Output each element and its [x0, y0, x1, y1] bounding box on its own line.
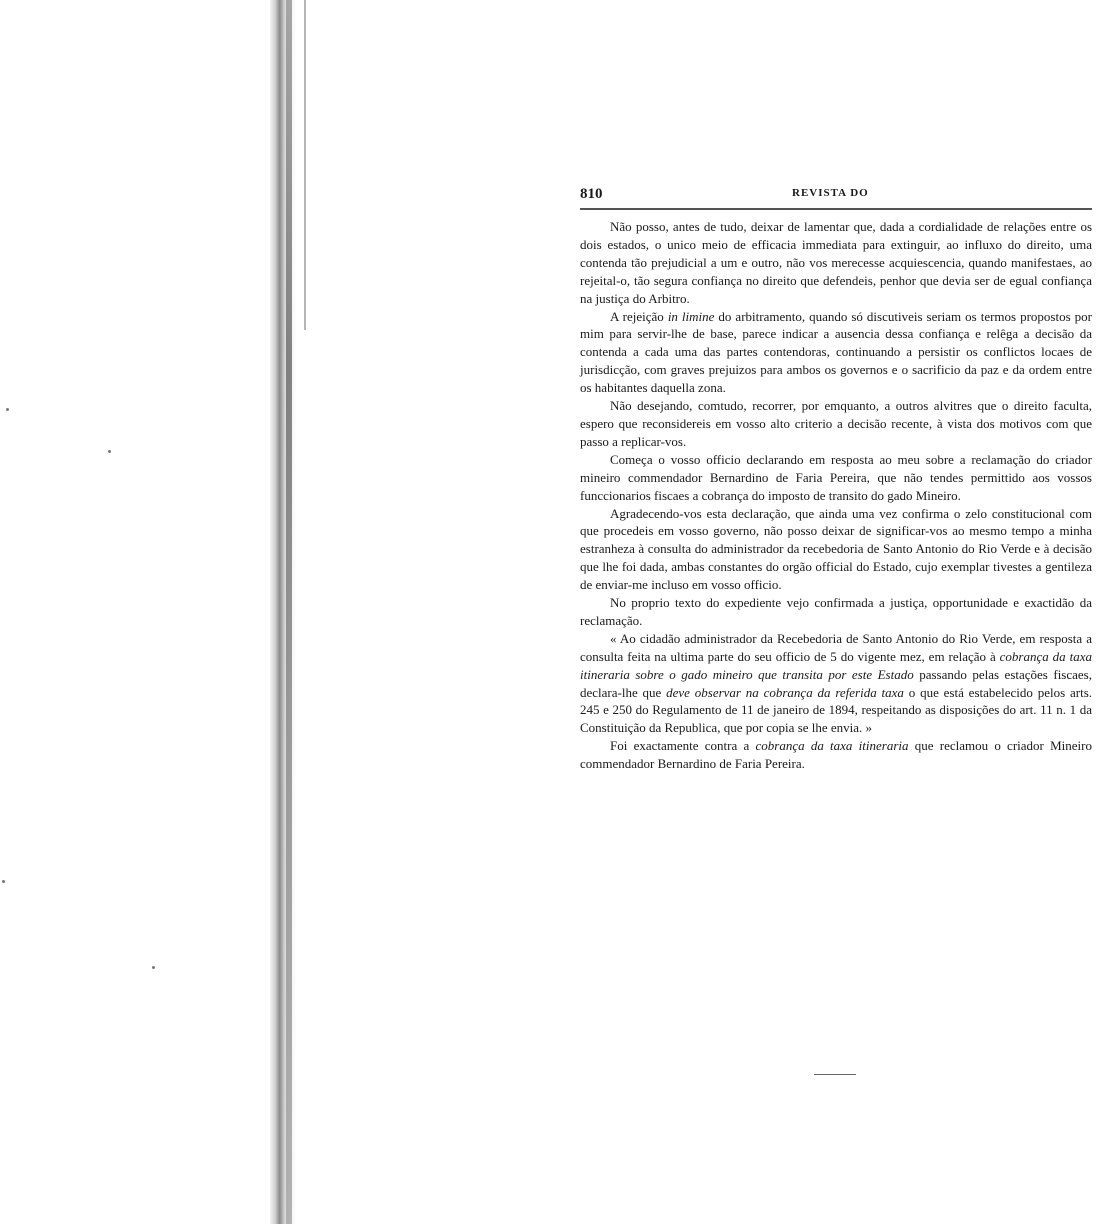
paragraph: Não posso, antes de tudo, deixar de lamentar que, dada a cordialidade de relações entre os dois estados, o unico meio de efficacia immediata para extinguir, ao influxo do direito, uma contenda tão prejudicial a um e outro, não vos merecesse acquiescencia, quando manifestaes, ao rejeital-o, tão segura confiança no direito que defendeis, penhor que devia ser de egual confiança na justiça do Arbitro. [580, 219, 1092, 306]
paragraph [580, 308, 1092, 398]
book-gutter-shadow [270, 0, 314, 1224]
body-text [580, 218, 1092, 773]
running-head [580, 186, 1092, 206]
paper-speck [6, 408, 9, 411]
paper-speck [2, 880, 5, 883]
binding-fold [286, 0, 292, 1224]
quoted-paragraph [580, 630, 1092, 737]
paragraph: No proprio texto do expediente vejo confirmada a justiça, opportunidade e exactidão da reclamação. [580, 595, 1092, 628]
text-run: passando pelas estações fiscaes, declara-lhe que [580, 666, 1092, 700]
section-end-mark [814, 1074, 856, 1075]
italic-phrase: cobrança da taxa itineraria [755, 738, 909, 754]
text-run: « Ao cidadão administrador da Recebedoria de Santo Antonio do Rio Verde, em resposta a consulta feita na ultima parte do seu officio de 5 do vigente mez, em relação à [580, 630, 1092, 664]
italic-phrase: cobrança da taxa itineraria sobre o gado mineiro que transita por este Estado [580, 648, 1093, 682]
paper-speck [152, 966, 155, 969]
journal-title: REVISTA DO [792, 187, 869, 199]
italic-phrase: deve observar na cobrança da referida taxa [666, 684, 904, 700]
text-run: o que está estabelecido pelos arts. 245 e 250 do Regulamento de 11 de janeiro de 1894, respeitando as disposições do art. 11 n. 1 da Constituição da Republica, que por copia se lhe envia. » [580, 684, 1092, 736]
paragraph: Não desejando, comtudo, recorrer, por emquanto, a outros alvitres que o direito faculta, espero que reconsidereis em vosso alto criterio a decisão recente, à vista dos motivos com que passo a replicar-vos. [580, 398, 1092, 449]
page-number: 810 [580, 186, 603, 202]
text-run: Foi exactamente contra a [610, 738, 756, 754]
text-run: do arbitramento, quando só discutiveis seriam os termos propostos por mim para servir-lhe de base, parece indicar a ausencia dessa confiança e relêga a decisão da contenda a cada uma das partes contendoras, continuando a persistir os conflictos locaes de jurisdicção, com graves prejuizos para ambos os governos e o sacrificio da paz e da ordem entre os habitantes daquella zona. [580, 308, 1092, 396]
book-page [580, 186, 1092, 773]
paragraph: Agradecendo-vos esta declaração, que ainda uma vez confirma o zelo constitucional com que procedeis em vosso governo, não posso deixar de significar-vos ao mesmo tempo a minha estranheza à consulta do administrador da recebedoria de Santo Antonio do Rio Verde e à decisão que lhe foi dada, ambas constantes do orgão official do Estado, cujo exemplar tivestes a gentileza de enviar-me incluso em vosso officio. [580, 505, 1092, 593]
text-run: que reclamou o criador Mineiro commendador Bernardino de Faria Pereira. [580, 738, 1092, 772]
paragraph: Começa o vosso officio declarando em resposta ao meu sobre a reclamação do criador mineiro commendador Bernardino de Faria Pereira, que não tendes permittido aos vossos funccionarios fiscaes a cobrança do imposto de transito do gado Mineiro. [580, 451, 1092, 503]
text-run: A rejeição [610, 308, 668, 324]
binding-edge [304, 0, 306, 330]
header-rule [580, 208, 1092, 210]
italic-phrase: in limine [667, 308, 715, 324]
paragraph [580, 737, 1092, 773]
paper-speck [108, 450, 111, 453]
